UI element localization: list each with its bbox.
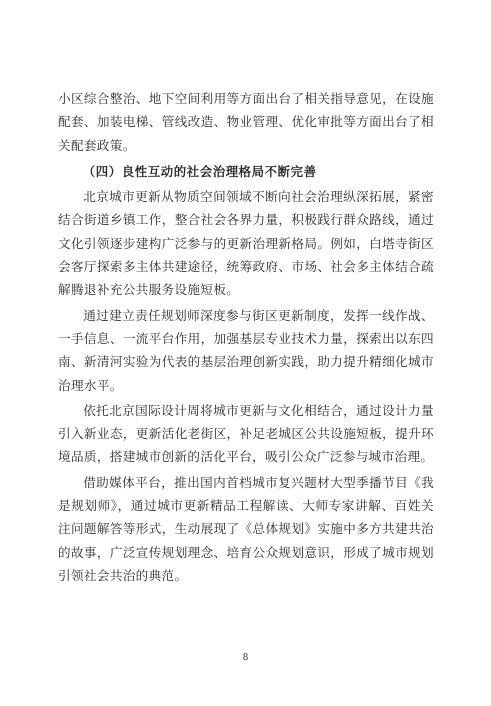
page-number: 8 — [242, 653, 249, 663]
document-body — [58, 87, 434, 587]
section-heading: （四）良性互动的社会治理格局不断完善 — [82, 163, 317, 179]
paragraph-media-platform: 借助媒体平台，推出国内首档城市复兴题材大型季播节目《我是规划师》，通过城市更新精品工程解读、大师专家讲解、百姓关注问题解答等形式，生动展现了《总体规划》实施中多方共建共治的故事，广泛宣传规划理念、培育公众规划意识，形成了城市规划引领社会共治的典范。 — [58, 474, 434, 583]
paragraph-social-governance: 北京城市更新从物质空间领域不断向社会治理纵深拓展，紧密结合街道乡镇工作，整合社会各界力量，积极践行群众路线，通过文化引领逐步建构广泛参与的更新治理新格局。例如，白塔寺街区会客厅探索多主体共建途径，统筹政府、市场、社会多主体结合疏解腾退补充公共服务设施短板。 — [58, 189, 434, 298]
paragraph-responsible-planner: 通过建立责任规划师深度参与街区更新制度，发挥一线作战、一手信息、一流平台作用，加强基层专业技术力量，探索出以东四南、新清河实验为代表的基层治理创新实践，助力提升精细化城市治理水平。 — [58, 307, 434, 393]
paragraph-continued: 小区综合整治、地下空间利用等方面出台了相关指导意见，在设施配套、加装电梯、管线改造、物业管理、优化审批等方面出台了相关配套政策。 — [58, 91, 434, 153]
paragraph-design-week: 依托北京国际设计周将城市更新与文化相结合，通过设计力量引入新业态，更新活化老街区，补足老城区公共设施短板，提升环境品质，搭建城市创新的活化平台，吸引公众广泛参与城市治理。 — [58, 402, 434, 465]
